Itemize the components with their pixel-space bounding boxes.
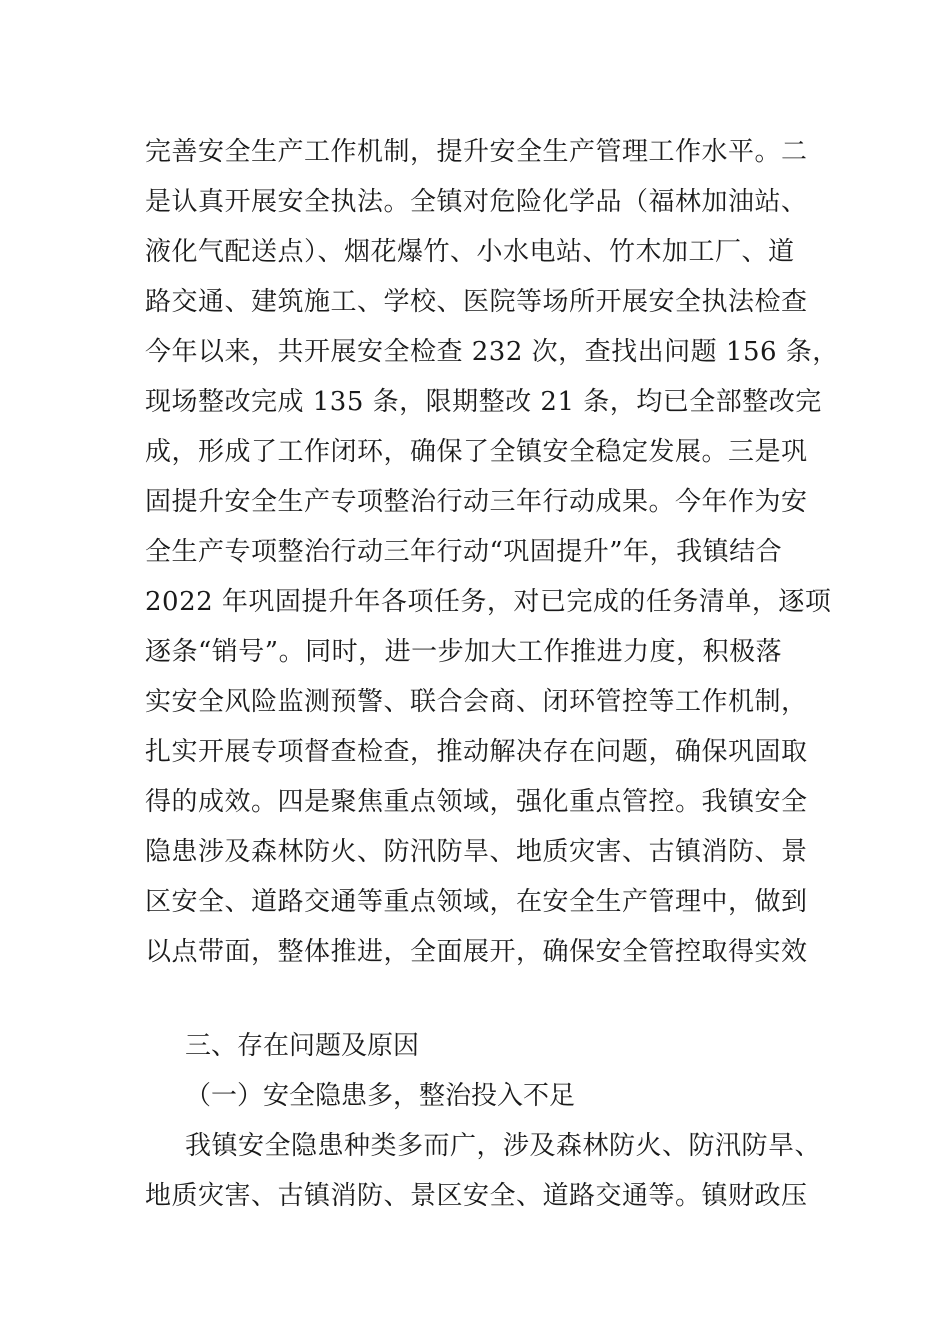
paragraph-line: 地质灾害、古镇消防、景区安全、道路交通等。镇财政压 [145,1181,808,1211]
section-subheading: （一）安全隐患多，整治投入不足 [185,1081,576,1111]
paragraph-line: 得的成效。四是聚焦重点领域，强化重点管控。我镇安全 [145,787,808,817]
paragraph-line: 区安全、道路交通等重点领域，在安全生产管理中，做到 [145,887,808,917]
paragraph-line: 今年以来，共开展安全检查 232 次，查找出问题 156 条， [145,337,839,367]
paragraph-line: 是认真开展安全执法。全镇对危险化学品（福林加油站、 [145,187,808,217]
paragraph-line: 路交通、建筑施工、学校、医院等场所开展安全执法检查 [145,287,808,317]
paragraph-line: 液化气配送点）、烟花爆竹、小水电站、竹木加工厂、道 [145,237,795,267]
paragraph-line: 以点带面，整体推进，全面展开，确保安全管控取得实效 [145,937,808,967]
paragraph-line: 逐条“销号”。同时，进一步加大工作推进力度，积极落 [145,637,783,667]
paragraph-line: 实安全风险监测预警、联合会商、闭环管控等工作机制， [145,687,808,717]
paragraph-line: 2022 年巩固提升年各项任务，对已完成的任务清单，逐项 [145,587,832,617]
paragraph-line: 我镇安全隐患种类多而广，涉及森林防火、防汛防旱、 [185,1131,822,1161]
paragraph-line: 固提升安全生产专项整治行动三年行动成果。今年作为安 [145,487,808,517]
paragraph-line: 完善安全生产工作机制，提升安全生产管理工作水平。二 [145,137,808,167]
paragraph-line: 隐患涉及森林防火、防汛防旱、地质灾害、古镇消防、景 [145,837,808,867]
paragraph-line: 扎实开展专项督查检查，推动解决存在问题，确保巩固取 [145,737,808,767]
paragraph-line: 全生产专项整治行动三年行动“巩固提升”年，我镇结合 [145,537,783,567]
paragraph-line: 现场整改完成 135 条，限期整改 21 条，均已全部整改完 [145,387,822,417]
paragraph-line: 成，形成了工作闭环，确保了全镇安全稳定发展。三是巩 [145,437,808,467]
section-heading: 三、存在问题及原因 [185,1031,420,1061]
